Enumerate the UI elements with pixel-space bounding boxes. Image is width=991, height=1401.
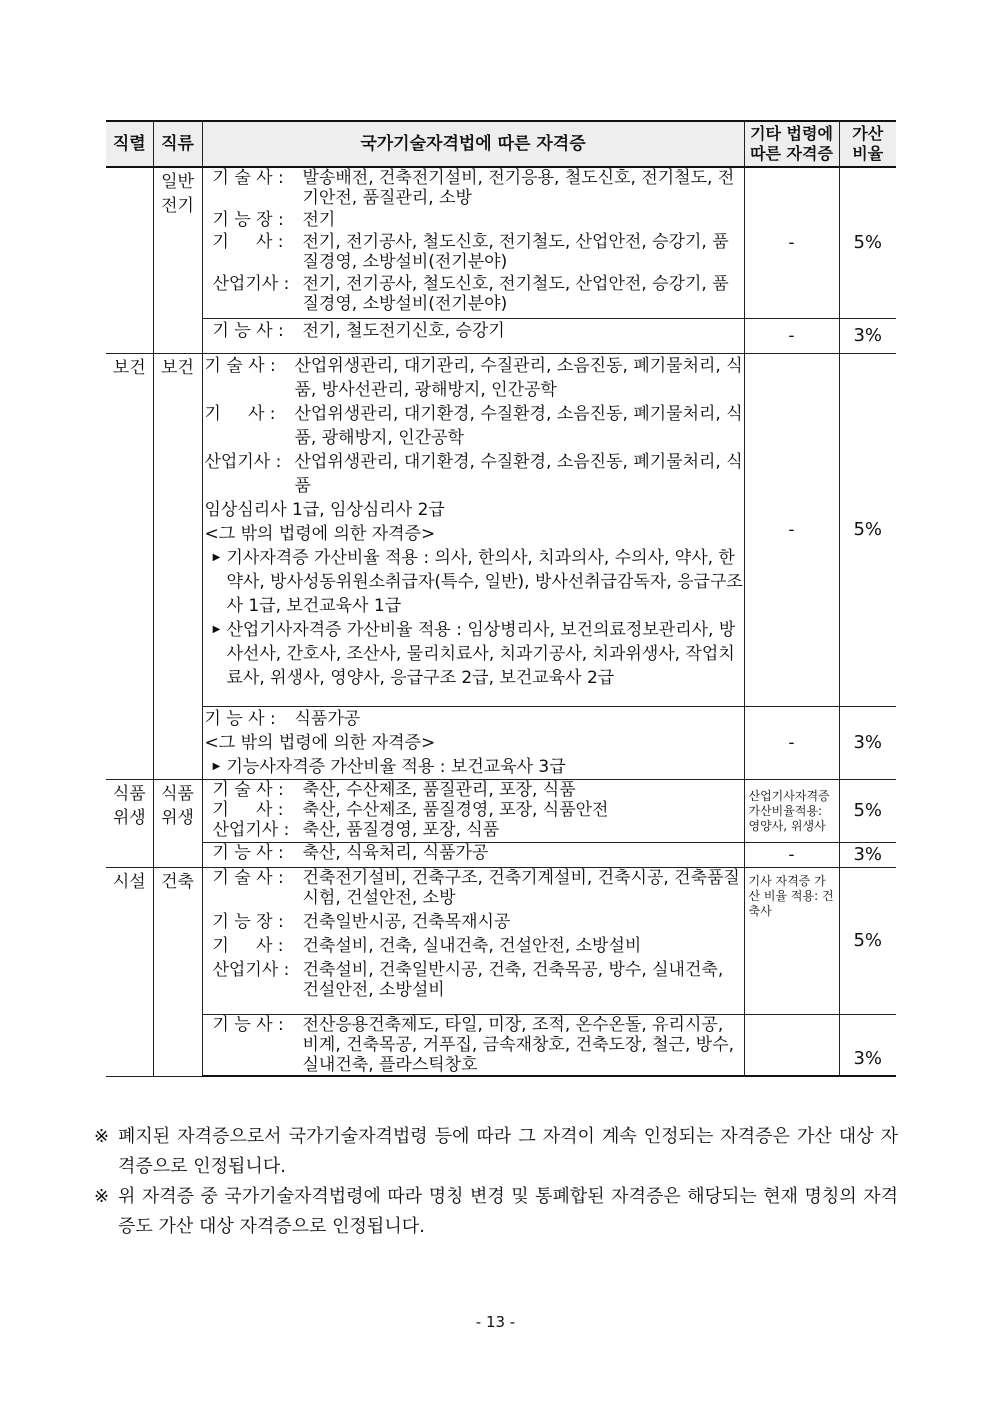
cert-line: 기 능 사 : 식품가공 [204, 709, 361, 729]
cert-line: 기 능 사 : 축산, 식육처리, 식품가공 [212, 843, 489, 863]
cert-line: 기 술 사 : 건축전기설비, 건축구조, 건축기계설비, 건축시공, 건축품질시험, 건설안전, 소방 [212, 868, 740, 908]
cert-line: 기 능 사 : 전기, 철도전기신호, 승강기 [212, 321, 505, 341]
table-row [106, 319, 896, 354]
class-cell: 건축 [153, 868, 202, 1077]
footnote-item: ※ 폐지된 자격증으로서 국가기술자격법령 등에 따라 그 자격이 계속 인정되는 자격증은 가산 대상 자격증으로 인정됩니다. [94, 1126, 898, 1177]
table-row [106, 167, 896, 319]
cert-line: 기 사 : 건축설비, 건축, 실내건축, 건설안전, 소방설비 [212, 936, 642, 956]
table-row [106, 868, 896, 1015]
cert-line: 기 능 사 : 전산응용건축제도, 타일, 미장, 조적, 온수온돌, 유리시공, 비계, 건축목공, 거푸집, 금속재창호, 건축도장, 철근, 방수, 실내건축, 플라스틱창호 [212, 1015, 735, 1075]
cert-line: 기 술 사 : 산업위생관리, 대기관리, 수질관리, 소음진동, 폐기물처리, 식품, 방사선관리, 광해방지, 인간공학 [204, 356, 743, 400]
rate-cell: 5% [839, 354, 896, 707]
other-law-cell: - [744, 319, 839, 354]
footnotes [94, 1122, 898, 1242]
other-law-cell: 산업기사자격증 가산비율적용: 영양사, 위생사 [744, 780, 839, 843]
class-cell: 식품 위생 [153, 780, 202, 868]
table-row [106, 1015, 896, 1077]
footnote-item: ※ 위 자격증 중 국가기술자격법령에 따라 명칭 변경 및 통폐합된 자격증은 해당되는 현재 명칭의 자격증도 가산 대상 자격증으로 인정됩니다. [94, 1186, 898, 1237]
other-law-cell: - [744, 167, 839, 319]
cert-list [202, 167, 744, 319]
header-bonus-rate: 가산 비율 [839, 121, 896, 167]
cert-line: 기 능 장 : 건축일반시공, 건축목재시공 [212, 912, 511, 932]
table-row [106, 780, 896, 843]
rate-cell: 3% [839, 319, 896, 354]
rate-cell: 3% [839, 1015, 896, 1077]
bullet-item: ▶ 기능사자격증 가산비율 적용 : 보건교육사 3급 [212, 757, 566, 777]
header-other-law-cert: 기타 법령에 따른 자격증 [744, 121, 839, 167]
header-series: 직렬 [106, 121, 153, 167]
table-header-row [106, 121, 896, 167]
other-law-cell: 기사 자격증 가산 비율 적용: 건축사 [744, 868, 839, 1015]
other-law-cell [744, 1015, 839, 1077]
bullet-item: ▶ 기사자격증 가산비율 적용 : 의사, 한의사, 치과의사, 수의사, 약사, 한약사, 방사성동위원소취급자(특수, 일반), 방사선취급감독자, 응급구조사 1급, 보건교육사 1급 [212, 548, 743, 616]
rate-cell: 5% [839, 780, 896, 843]
cert-list [202, 354, 744, 707]
rate-cell: 5% [839, 868, 896, 1015]
cert-line: 산업기사 : 산업위생관리, 대기환경, 수질환경, 소음진동, 폐기물처리, 식품 [204, 452, 743, 496]
rate-cell: 3% [839, 707, 896, 780]
cert-list [202, 868, 744, 1015]
other-law-title: <그 밖의 법령에 의한 자격증> [204, 733, 436, 753]
series-cell: 시설 [106, 868, 153, 1077]
extra-cert-line: 임상심리사 1급, 임상심리사 2급 [204, 500, 445, 520]
cert-list [202, 843, 744, 868]
rate-cell: 5% [839, 167, 896, 319]
series-cell: 식품 위생 [106, 780, 153, 868]
header-class: 직류 [153, 121, 202, 167]
qualification-table [106, 120, 896, 1077]
header-national-cert: 국가기술자격법에 따른 자격증 [202, 121, 744, 167]
other-law-cell: - [744, 707, 839, 780]
cert-line: 산업기사 : 축산, 품질경영, 포장, 식품 [212, 820, 500, 840]
cert-list [202, 319, 744, 354]
cert-line: 기 사 : 축산, 수산제조, 품질경영, 포장, 식품안전 [212, 800, 609, 820]
cert-line: 기 능 장 : 전기 [212, 210, 336, 230]
rate-cell: 3% [839, 843, 896, 868]
table-row [106, 707, 896, 780]
class-cell: 보건 [153, 354, 202, 780]
cert-line: 기 사 : 전기, 전기공사, 철도신호, 전기철도, 산업안전, 승강기, 품질경영, 소방설비(전기분야) [212, 232, 729, 272]
class-cell: 일반 전기 [153, 167, 202, 354]
cert-list [202, 707, 744, 780]
other-law-cell: - [744, 843, 839, 868]
cert-line: 산업기사 : 건축설비, 건축일반시공, 건축, 건축목공, 방수, 실내건축, 건설안전, 소방설비 [212, 960, 724, 1000]
series-cell: 보건 [106, 354, 153, 780]
cert-list [202, 1015, 744, 1077]
cert-line: 기 술 사 : 축산, 수산제조, 품질관리, 포장, 식품 [212, 780, 576, 800]
other-law-cell: - [744, 354, 839, 707]
table-row [106, 354, 896, 707]
cert-line: 산업기사 : 전기, 전기공사, 철도신호, 전기철도, 산업안전, 승강기, 품질경영, 소방설비(전기분야) [212, 274, 729, 314]
cert-line: 기 술 사 : 발송배전, 건축전기설비, 전기응용, 철도신호, 전기철도, 전기안전, 품질관리, 소방 [212, 168, 735, 208]
bullet-item: ▶ 산업기사자격증 가산비율 적용 : 임상병리사, 보건의료정보관리사, 방사선사, 간호사, 조산사, 물리치료사, 치과기공사, 치과위생사, 작업치료사, 위생사, 영양사, 응급구조 2급, 보건교육사 2급 [212, 620, 736, 688]
table-row [106, 843, 896, 868]
series-cell [106, 167, 153, 354]
cert-list [202, 780, 744, 843]
page-number: - 13 - [475, 1313, 516, 1331]
cert-line: 기 사 : 산업위생관리, 대기환경, 수질환경, 소음진동, 폐기물처리, 식품, 광해방지, 인간공학 [204, 404, 743, 448]
other-law-title: <그 밖의 법령에 의한 자격증> [204, 524, 436, 544]
